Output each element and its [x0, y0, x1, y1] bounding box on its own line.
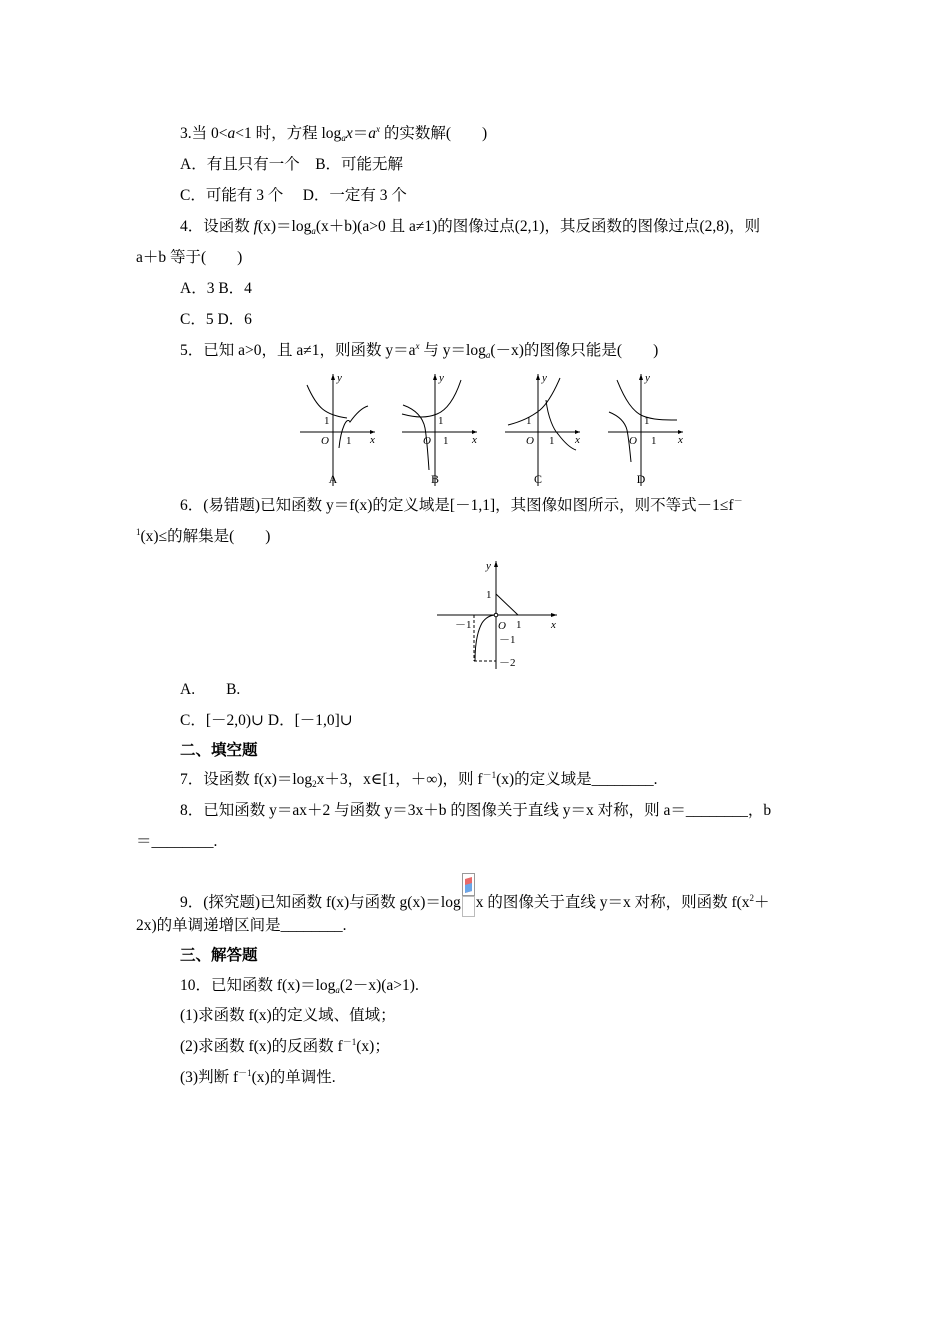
svg-text:1: 1	[549, 435, 555, 447]
q5-graphs-figure	[295, 370, 700, 492]
svg-text:O: O	[498, 620, 506, 632]
option-a-label: A	[328, 472, 338, 486]
svg-text:1: 1	[516, 619, 522, 631]
svg-text:x: x	[551, 619, 556, 631]
svg-text:1: 1	[526, 415, 532, 427]
svg-text:－2: －2	[499, 657, 516, 669]
q6-options-cd: C．[－2,0)∪ D．[－1,0]∪	[180, 712, 353, 729]
svg-text:－1: －1	[499, 634, 516, 646]
q6-graph	[435, 557, 565, 672]
q3-stem: 3.当 0<a<1 时，方程 $\log_ax=a^x$ 的实数解( )	[180, 124, 488, 143]
q6-options-ab: A. B.	[180, 681, 241, 698]
y-one-label: 1	[324, 415, 330, 427]
q10-stem: 10．已知函数 $f(x)=\log_a(2-x)(a>1)$.	[180, 977, 419, 995]
q5-graph-d	[608, 372, 683, 486]
option-c-label: C	[533, 472, 543, 486]
svg-text:1: 1	[644, 415, 650, 427]
svg-text:y: y	[439, 372, 444, 384]
option-b-label: B	[430, 472, 440, 486]
svg-text:1: 1	[486, 589, 492, 601]
q4-options-ab: A．3 B．4	[180, 280, 252, 297]
svg-text:O: O	[526, 435, 534, 447]
svg-text:－1: －1	[455, 619, 472, 631]
q5-graph-a	[300, 372, 375, 486]
q5-graph-c	[505, 372, 580, 486]
svg-text:y: y	[542, 372, 547, 384]
section-fill-in-heading: 二、填空题	[180, 742, 258, 759]
svg-text:1: 1	[443, 435, 449, 447]
q4-stem-line2: a＋b 等于( )	[136, 249, 243, 266]
q4-stem-line1: 4．设函数 $f(x)=\log_a(x+b)(a>0$ 且 a≠1)的图像过点(2,1)，其反函数的图像过点(2,8)，则	[180, 218, 761, 236]
q6-stem-line1: 6．(易错题)已知函数 y＝f(x)的定义域是[－1,1]，其图像如图所示，则不等式－1≤f－	[180, 496, 743, 514]
section-answer-heading: 三、解答题	[180, 947, 258, 964]
q8-stem-line2: ＝________.	[136, 833, 218, 850]
q5-stem: 5．已知 a>0，且 a≠1，则函数 $y=a^x$ 与 $y=\log_a(-x)$的图像只能是( )	[180, 341, 659, 360]
option-d-label: D	[636, 472, 646, 486]
q8-stem-line1: 8．已知函数 y＝ax＋2 与函数 y＝3x＋b 的图像关于直线 y＝x 对称，则 a＝________，b	[180, 802, 772, 819]
svg-text:x: x	[678, 434, 683, 446]
q10-part1: (1)求函数 f(x)的定义域、值域；	[180, 1007, 396, 1024]
svg-text:1: 1	[651, 435, 657, 447]
x-one-label: 1	[346, 435, 352, 447]
q10-part3: (3)判断 $f^{-1}(x)$的单调性.	[180, 1068, 336, 1086]
svg-text:x: x	[472, 434, 477, 446]
q7-stem: 7．设函数 $f(x)=\log_2x+3$，x∈[1，＋∞)，则 $f^{-1}(x)$的定义域是________.	[180, 770, 658, 789]
q10-part2: (2)求函数 f(x)的反函数 $f^{-1}(x)$；	[180, 1037, 390, 1055]
svg-text:x: x	[575, 434, 580, 446]
broken-image-icon	[462, 873, 475, 917]
q5-graph-b	[402, 372, 477, 486]
svg-text:y: y	[486, 560, 491, 572]
svg-text:O: O	[423, 435, 431, 447]
q4-options-cd: C．5 D．6	[180, 311, 252, 328]
axis-y-label: y	[337, 372, 342, 384]
axis-x-label: x	[370, 434, 375, 446]
svg-text:1: 1	[438, 415, 444, 427]
origin-label: O	[321, 435, 329, 447]
q3-options-ab: A．有且只有一个 B．可能无解	[180, 156, 404, 173]
q9-stem-line1: 9．(探究题)已知函数 f(x)与函数 g(x)＝log x 的图像关于直线 y＝x 对称，则函数 $f(x^2+$	[180, 873, 770, 917]
q6-stem-line2: $^1$(x)≤的解集是( )	[136, 527, 271, 545]
svg-text:O: O	[629, 435, 637, 447]
svg-text:y: y	[645, 372, 650, 384]
q3-options-cd: C．可能有 3 个 D．一定有 3 个	[180, 187, 407, 204]
q9-stem-line2: 2x)的单调递增区间是________.	[136, 917, 347, 934]
